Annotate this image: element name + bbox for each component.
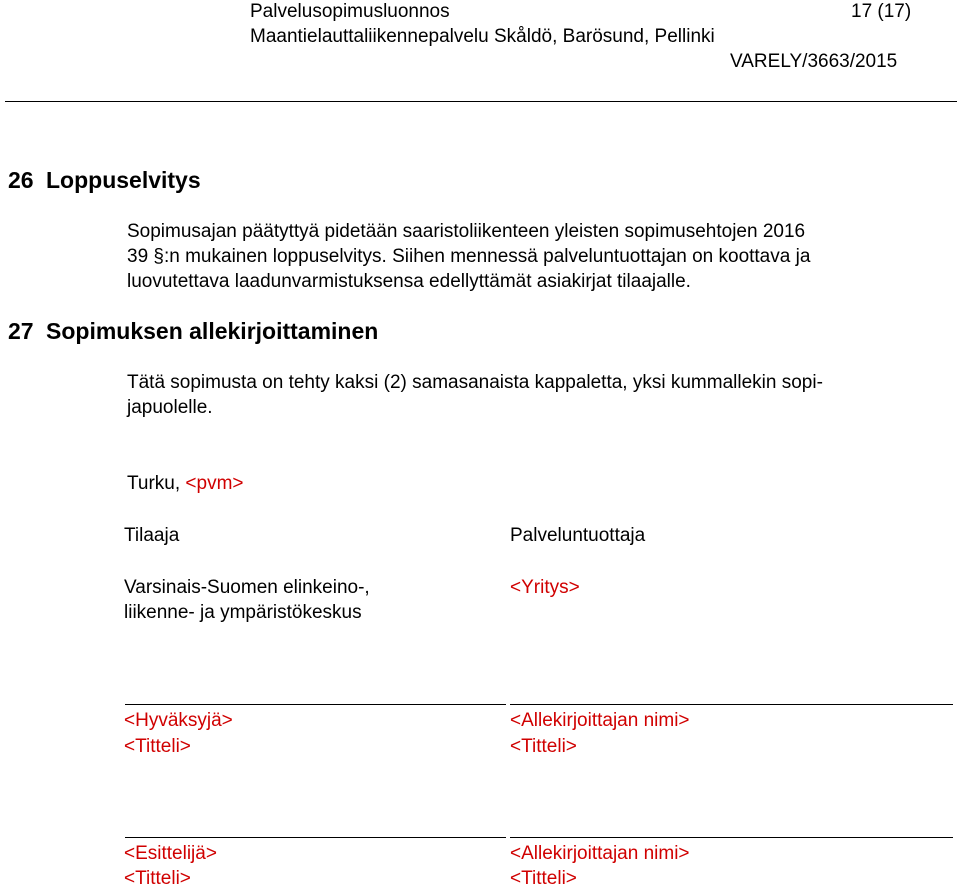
section-26-number: 26: [8, 167, 34, 193]
paragraph-line: Sopimusajan päätyttyä pidetään saaristoliikenteen yleisten sopimusehtojen 2016: [127, 221, 806, 242]
section-27-paragraph: [127, 370, 823, 420]
document-subtitle: Maantielauttaliikennepalvelu Skåldö, Barösund, Pellinki: [250, 26, 715, 47]
paragraph-line: 39 §:n mukainen loppuselvitys. Siihen mennessä palveluntuottajan on koottava ja: [127, 246, 811, 267]
signature-line: [510, 837, 953, 838]
section-27-title: Sopimuksen allekirjoittaminen: [46, 318, 379, 344]
signatory-title-left: <Titteli>: [124, 868, 191, 889]
section-27-heading: [8, 317, 378, 345]
signatory-title-right: <Titteli>: [510, 868, 577, 889]
organization-line: liikenne- ja ympäristökeskus: [124, 602, 362, 623]
document-title: Palvelusopimusluonnos: [250, 1, 450, 22]
party-right-label: Palveluntuottaja: [510, 525, 646, 546]
date-placeholder: <pvm>: [185, 473, 244, 494]
organization-line: Varsinais-Suomen elinkeino-,: [124, 577, 370, 598]
signature-line: [125, 704, 506, 705]
signatory-title-left: <Titteli>: [124, 736, 191, 757]
place-text: Turku,: [127, 473, 186, 494]
page-number: 17 (17): [851, 1, 912, 22]
signature-line: [125, 837, 506, 838]
signature-line: [510, 704, 953, 705]
section-26-heading: [8, 166, 201, 194]
header-divider: [5, 101, 957, 102]
party-left-organization: [124, 575, 370, 625]
place-date: [127, 471, 244, 496]
party-left-label: Tilaaja: [124, 525, 180, 546]
signatory-name-left: <Esittelijä>: [124, 843, 217, 864]
paragraph-line: Tätä sopimusta on tehty kaksi (2) samasanaista kappaletta, yksi kummallekin sopi-: [127, 372, 823, 393]
signatory-name-right: <Allekirjoittajan nimi>: [510, 710, 690, 731]
signatory-name-right: <Allekirjoittajan nimi>: [510, 843, 690, 864]
paragraph-line: japuolelle.: [127, 397, 213, 418]
paragraph-line: luovutettava laadunvarmistuksensa edellyttämät asiakirjat tilaajalle.: [127, 271, 691, 292]
section-26-title: Loppuselvitys: [46, 167, 201, 193]
reference-number: VARELY/3663/2015: [730, 51, 898, 72]
signatory-name-left: <Hyväksyjä>: [124, 710, 233, 731]
section-27-number: 27: [8, 318, 34, 344]
section-26-paragraph: [127, 219, 810, 294]
signatory-title-right: <Titteli>: [510, 736, 577, 757]
party-right-organization: <Yritys>: [510, 577, 580, 598]
